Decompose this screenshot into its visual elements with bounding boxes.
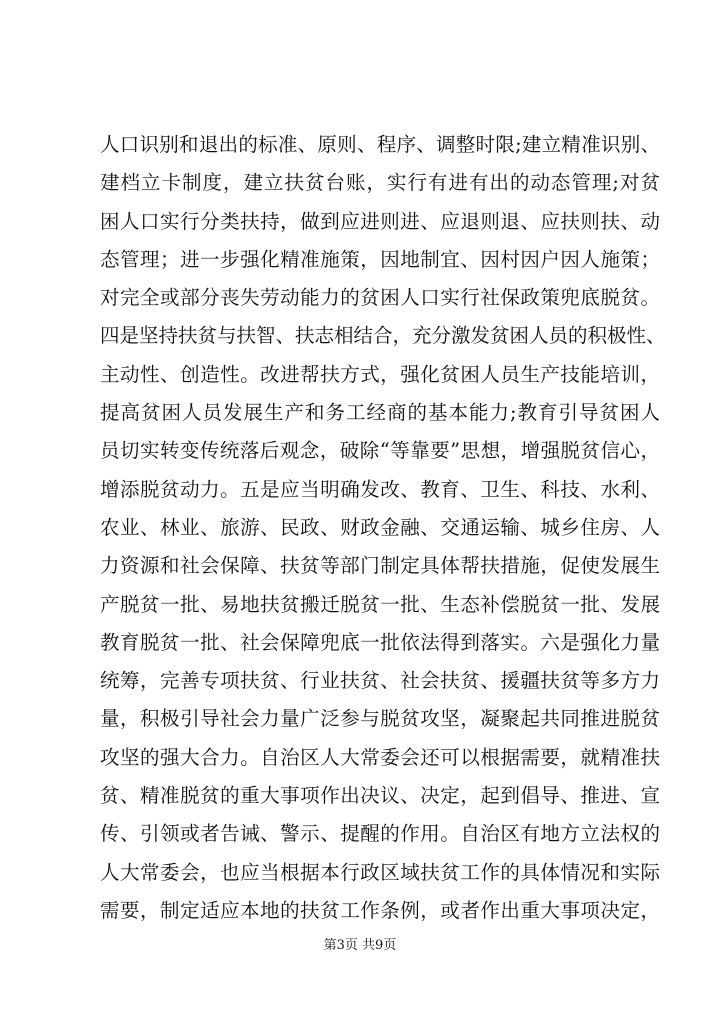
text-line: 统筹，完善专项扶贫、行业扶贫、社会扶贫、援疆扶贫等多方力 [100,669,660,693]
text-line: 产脱贫一批、易地扶贫搬迁脱贫一批、生态补偿脱贫一批、发展 [100,592,660,616]
text-line: 教育脱贫一批、社会保障兜底一批依法得到落实。六是强化力量 [100,630,660,654]
text-line: 贫、精准脱贫的重大事项作出决议、决定，起到倡导、推进、宣 [100,784,660,808]
text-line: 员切实转变传统落后观念，破除“等靠要”思想，增强脱贫信心， [100,439,660,463]
body-text [100,126,666,930]
text-line: 需要，制定适应本地的扶贫工作条例，或者作出重大事项决定， [100,898,660,922]
text-line: 建档立卡制度，建立扶贫台账，实行有进有出的动态管理;对贫 [100,171,660,195]
text-line: 提高贫困人员发展生产和务工经商的基本能力;教育引导贫困人 [100,401,660,425]
text-line: 四是坚持扶贫与扶智、扶志相结合，充分激发贫困人员的积极性、 [100,324,666,348]
text-line: 态管理；进一步强化精准施策，因地制宜、因村因户因人施策； [100,247,660,271]
text-line: 增添脱贫动力。五是应当明确发改、教育、卫生、科技、水利、 [100,477,660,501]
text-line: 对完全或部分丧失劳动能力的贫困人口实行社保政策兜底脱贫。 [100,286,660,310]
text-line: 量，积极引导社会力量广泛参与脱贫攻坚，凝聚起共同推进脱贫 [100,707,660,731]
text-line: 人大常委会，也应当根据本行政区域扶贫工作的具体情况和实际 [100,860,660,884]
text-line: 传、引领或者告诫、警示、提醒的作用。自治区有地方立法权的 [100,822,660,846]
text-line: 农业、林业、旅游、民政、财政金融、交通运输、城乡住房、人 [100,515,660,539]
text-line: 主动性、创造性。改进帮扶方式，强化贫困人员生产技能培训， [100,362,660,386]
text-line: 攻坚的强大合力。自治区人大常委会还可以根据需要，就精准扶 [100,745,660,769]
text-line: 人口识别和退出的标准、原则、程序、调整时限;建立精准识别、 [100,133,660,156]
page-number: 第3页 共9页 [323,938,397,953]
text-line: 困人口实行分类扶持，做到应进则进、应退则退、应扶则扶、动 [100,209,660,233]
text-line: 力资源和社会保障、扶贫等部门制定具体帮扶措施，促使发展生 [100,554,660,578]
